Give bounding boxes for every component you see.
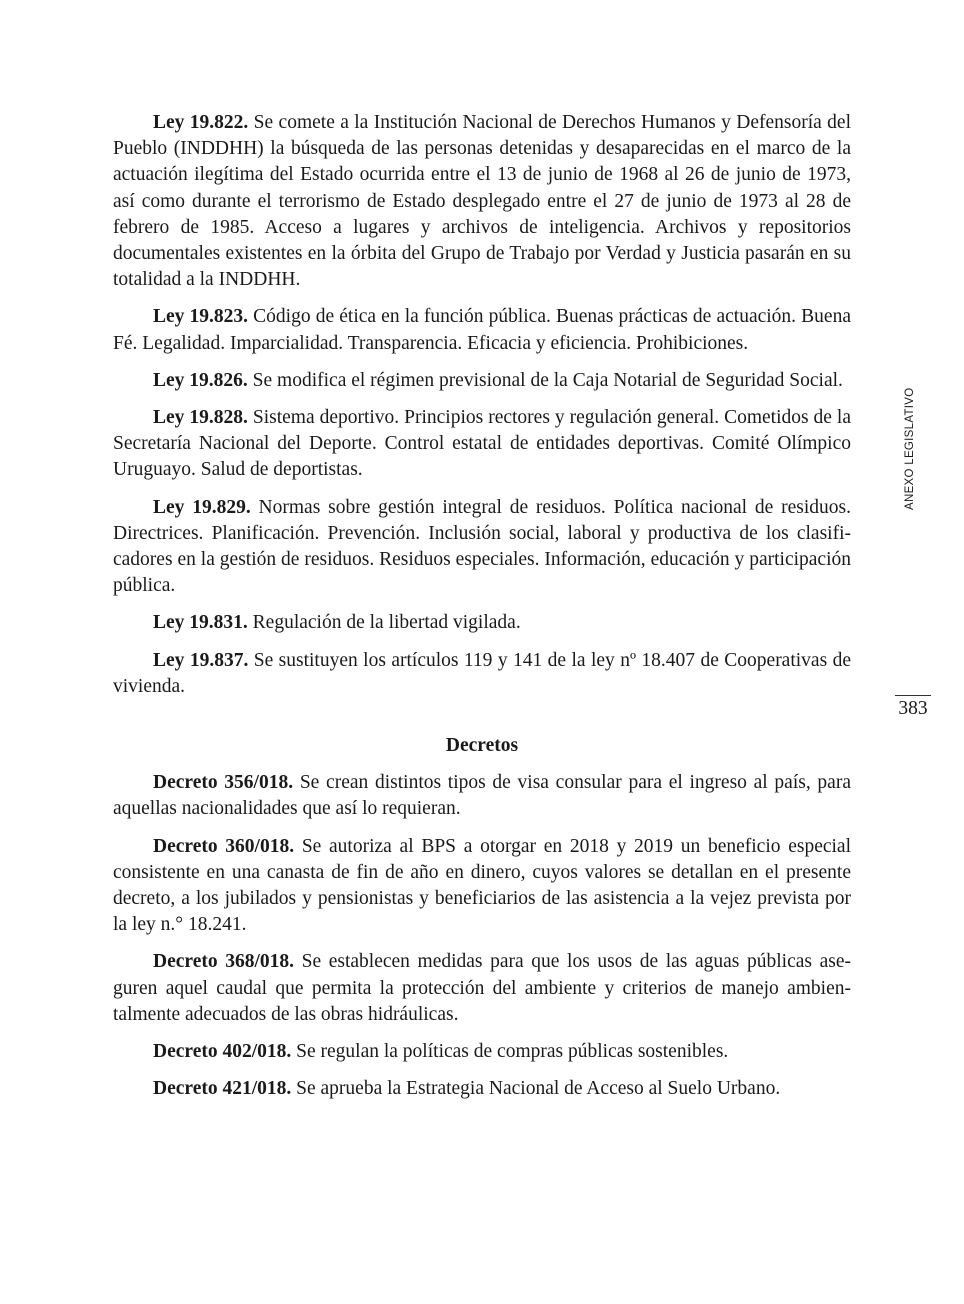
ley-19837-paragraph bbox=[113, 648, 851, 700]
decretos-heading: Decretos bbox=[445, 735, 519, 757]
decreto-360-paragraph bbox=[113, 834, 851, 939]
decree-description: Se establecen medidas para que los usos de las aguas públicas aseguren aquel caudal que permita la protección del ambiente y criterios de manejo ambientalmente adecuados de las obras hidráulicas. bbox=[113, 951, 851, 1025]
ley-19822-paragraph bbox=[113, 110, 851, 293]
decreto-356-paragraph bbox=[113, 770, 851, 822]
decreto-402-paragraph bbox=[113, 1039, 851, 1065]
law-description: Normas sobre gestión integral de residuos. Política nacional de residuos. Directrices. Planificación. Prevención. Inclusión social, laboral y productiva de los clasificadores en la gestión de residuos. Residuos especiales. Información, educación y participación pública. bbox=[113, 496, 851, 597]
law-number: Ley 19.828. bbox=[153, 407, 248, 429]
page-number-rule bbox=[895, 695, 931, 696]
law-description: Sistema deportivo. Principios rectores y regulación general. Cometidos de la Secretaría Nacional del Deporte. Control estatal de entidades deportivas. Comité Olímpico Uruguayo. Salud de deportistas. bbox=[113, 407, 851, 481]
law-number: Ley 19.826. bbox=[153, 369, 248, 391]
decreto-368-paragraph bbox=[113, 949, 851, 1028]
decree-description: Se regulan la políticas de compras públicas sostenibles. bbox=[291, 1041, 729, 1063]
page-number: 383 bbox=[898, 698, 928, 719]
page-body bbox=[113, 110, 851, 1114]
decree-number: Decreto 356/018. bbox=[153, 772, 294, 794]
decreto-421-paragraph bbox=[113, 1076, 851, 1102]
ley-19826-paragraph bbox=[113, 368, 851, 394]
decree-description: Se autoriza al BPS a otorgar en 2018 y 2019 un beneficio especial consistente en una canasta de fin de año en dinero, cuyos valores se detallan en el presente decreto, a los jubilados y pensionistas y beneficiarios de las asistencia a la vejez prevista por la ley n.° 18.241. bbox=[113, 835, 852, 936]
law-number: Ley 19.822. bbox=[153, 112, 249, 133]
law-description: Código de ética en la función pública. Buenas prácticas de actuación. Buena Fé. Legalidad. Imparcialidad. Transparencia. Eficacia y eficiencia. Prohibiciones. bbox=[113, 306, 851, 354]
decree-description: Se crean distintos tipos de visa consular para el ingreso al país, para aquellas nacionalidades que así lo requieran. bbox=[113, 772, 851, 820]
decree-number: Decreto 368/018. bbox=[153, 951, 294, 973]
law-description: Se comete a la Institución Nacional de Derechos Humanos y Defensoría del Pueblo (INDDHH) la búsqueda de las personas detenidas y desaparecidas en el marco de la actuación ilegítima del Estado ocurrida entre el 13 de junio de 1968 al 26 de junio de 1973, así como durante el terrorismo de Estado desplegado entre el 27 de junio de 1973 al 28 de febrero de 1985. Acceso a lugares y archivos de inteligencia. Archivos y repositorios documentales existentes en la órbita del Grupo de Trabajo por Verdad y Justicia pasarán en su totalidad a la INDDHH. bbox=[113, 112, 851, 291]
decree-number: Decreto 360/018. bbox=[153, 835, 295, 857]
decree-description: Se aprueba la Estrategia Nacional de Acceso al Suelo Urbano. bbox=[291, 1078, 781, 1100]
law-number: Ley 19.831. bbox=[153, 612, 248, 634]
decree-number: Decreto 421/018. bbox=[153, 1078, 292, 1100]
law-number: Ley 19.829. bbox=[153, 496, 251, 518]
ley-19828-paragraph bbox=[113, 405, 851, 484]
ley-19829-paragraph bbox=[113, 495, 851, 600]
section-side-label: ANEXO LEGISLATIVO bbox=[904, 387, 916, 510]
law-description: Regulación de la libertad vigilada. bbox=[247, 612, 521, 634]
law-number: Ley 19.837. bbox=[153, 649, 249, 671]
law-description: Se sustituyen los artículos 119 y 141 de la ley nº 18.407 de Cooperativas de vivienda. bbox=[113, 649, 851, 697]
ley-19823-paragraph bbox=[113, 304, 851, 356]
ley-19831-paragraph bbox=[113, 610, 851, 636]
decree-number: Decreto 402/018. bbox=[153, 1041, 292, 1063]
law-number: Ley 19.823. bbox=[153, 306, 249, 328]
law-description: Se modifica el régimen previsional de la Caja Notarial de Seguridad Social. bbox=[247, 369, 843, 391]
